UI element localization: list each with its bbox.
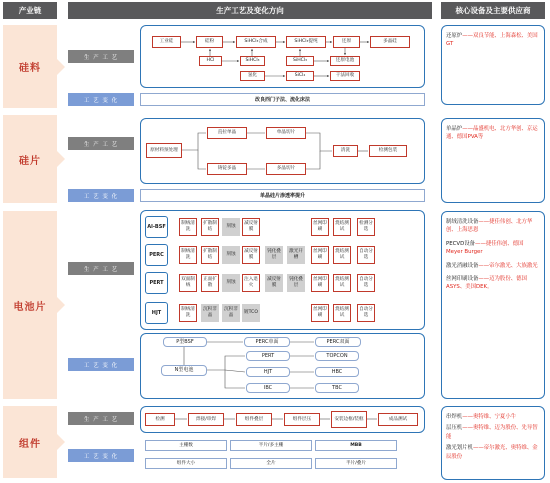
node-hcl: HCl — [199, 56, 222, 66]
category-module: 组件 — [3, 406, 57, 478]
label-change-cell: 工 艺 变 化 — [68, 358, 134, 371]
cell-step-3-1: 沉积非晶 — [201, 304, 219, 322]
label-change-wafer: 工 艺 变 化 — [68, 189, 134, 202]
node-reduction-cell: 还原电池 — [330, 56, 360, 66]
label-production-module: 生 产 工 艺 — [68, 412, 134, 425]
cell-step-2-4: 减反射膜 — [265, 274, 283, 292]
module-change-1-name: 组件大小 — [145, 458, 227, 469]
node-cast-multi: 铸锭多晶 — [207, 163, 247, 175]
cell-step-1-5: 激光开槽 — [287, 246, 305, 264]
cell-step-1-7: 烧结测试 — [333, 246, 351, 264]
label-production-silicon: 生 产 工 艺 — [68, 50, 134, 63]
node-reduction: 还原 — [333, 36, 360, 48]
header-suppliers: 核心设备及主要供应商 — [441, 2, 545, 19]
cell-step-1-0: 制绒清洗 — [179, 246, 197, 264]
module-change-0-name: 主栅数 — [145, 440, 227, 451]
node-dry-recovery: 干法回收 — [330, 71, 360, 81]
node-ibc: IBC — [246, 383, 290, 393]
supplier-cell-2: 激光消融设备——帝尔激光、大族激光 — [446, 262, 538, 269]
node-polysilicon: 多晶硅 — [370, 36, 410, 48]
node-module-laminate: 组件层压 — [284, 413, 320, 426]
cell-step-1-3: 减反射膜 — [242, 246, 260, 264]
supplier-cell-1: PECVD设备——捷佳伟创、德国Meyer Burger — [446, 240, 524, 256]
supplier-cell-0: 制绒清洗设备——捷佳伟创、北方华创、上海思恩 — [446, 219, 533, 234]
node-czochralski: 直拉单晶 — [207, 127, 247, 139]
cell-step-2-8: 自动分选 — [357, 274, 375, 292]
category-wafer: 硅片 — [3, 115, 57, 203]
silicon-process-panel — [140, 25, 425, 88]
node-hbc: HBC — [315, 367, 359, 377]
node-p-bsf: P型BSF — [163, 337, 207, 347]
cell-step-3-7: 烧结测试 — [333, 304, 351, 322]
node-inspect-pack: 检测包装 — [369, 145, 407, 157]
node-n-type: N型电池 — [161, 365, 207, 376]
suppliers-module-panel — [441, 406, 545, 480]
cell-step-3-2: 沉积非晶 — [222, 304, 240, 322]
cell-step-1-4: 钝化叠层 — [265, 246, 283, 264]
node-sihcl3-synthesis: SiHCl₃合成 — [236, 36, 276, 48]
cell-step-0-8: 检测分选 — [357, 218, 375, 236]
node-module-frame: 安装边框/装框 — [331, 411, 367, 428]
cell-step-0-0: 制绒清洗 — [179, 218, 197, 236]
node-topcon: TOPCON — [315, 351, 359, 361]
label-change-module: 工 艺 变 化 — [68, 449, 134, 462]
node-module-inspect: 检测 — [145, 413, 175, 426]
node-sihcl3-a: SiHCl₃ — [240, 56, 265, 66]
node-sicl4: SiCl₄ — [286, 71, 314, 81]
node-tbc: TBC — [315, 383, 359, 393]
supplier-cell-3: 丝网印刷设备——迈为股份、德国ASYS、美国DEK。 — [446, 275, 527, 291]
module-change-0-from: 半片/多主栅 — [230, 440, 312, 451]
cell-step-0-2: 刻蚀 — [222, 218, 240, 236]
supplier-silicon-0: 还原炉——双良节能、上海森松、美国GT — [446, 33, 538, 48]
node-perc-double: PERC双面 — [315, 337, 361, 347]
suppliers-cell-panel — [441, 211, 545, 399]
label-change-silicon: 工 艺 变 化 — [68, 93, 134, 106]
cell-step-0-6: 丝网印刷 — [311, 218, 329, 236]
supplier-wafer-0: 单晶炉——晶盛机电、北方华创、京运通、德国PVA等 — [446, 126, 538, 141]
header-process: 生产工艺及变化方向 — [68, 2, 432, 19]
node-module-test: 成品测试 — [378, 413, 418, 426]
module-change-0-to: MBB — [315, 440, 397, 451]
cell-type-2: PERT — [145, 272, 168, 294]
wafer-change-bar: 单晶硅片渗透率提升 — [140, 189, 425, 202]
node-module-stack: 组件叠层 — [236, 413, 272, 426]
cell-step-1-1: 扩散制结 — [201, 246, 219, 264]
category-cell: 电池片 — [3, 211, 57, 399]
cell-step-3-6: 丝网印刷 — [311, 304, 329, 322]
cell-step-2-0: 双面制绒 — [179, 274, 197, 292]
module-change-1-from: 全片 — [230, 458, 312, 469]
label-production-cell: 生 产 工 艺 — [68, 262, 134, 275]
cell-step-1-2: 刻蚀 — [222, 246, 240, 264]
supplier-module-1: 层压机——奥特维、迈为股份、先导智能 — [446, 425, 538, 440]
node-sihcl3-purify: SiHCl₃提纯 — [286, 36, 326, 48]
cell-step-3-8: 自动分选 — [357, 304, 375, 322]
node-module-solder: 焊接/串焊 — [188, 413, 224, 426]
cell-step-1-6: 丝网印刷 — [311, 246, 329, 264]
category-silicon: 硅料 — [3, 25, 57, 108]
node-cleaning: 清洗 — [333, 145, 358, 157]
node-silicon-powder: 硅粉 — [196, 36, 223, 48]
cell-step-2-6: 丝网印刷 — [311, 274, 329, 292]
cell-step-0-7: 烧结测试 — [333, 218, 351, 236]
node-multi-slicing: 多晶切片 — [266, 163, 306, 175]
silicon-change-bar: 改良西门子法、流化床法 — [140, 93, 425, 106]
cell-type-3: HJT — [145, 302, 168, 324]
node-hydrogenation: 氢化 — [240, 71, 265, 81]
node-pert: PERT — [246, 351, 290, 361]
node-mono-slicing: 单晶切片 — [266, 127, 306, 139]
label-production-wafer: 生 产 工 艺 — [68, 137, 134, 150]
module-change-1-to: 半片/叠片 — [315, 458, 397, 469]
cell-step-2-2: 刻蚀 — [222, 274, 240, 292]
node-raw-pretreat: 原材料预处理 — [146, 143, 182, 158]
node-perc-single: PERC单面 — [244, 337, 290, 347]
supplier-module-2: 激光划片机——帝尔激光、奥特维、金辰股份 — [446, 445, 538, 460]
node-silicon-industrial: 工业硅 — [152, 36, 181, 48]
cell-step-0-3: 减反射膜 — [242, 218, 260, 236]
cell-step-2-5: 钝化叠层 — [287, 274, 305, 292]
supplier-module-0: 串焊机——奥特维、宁夏小牛 — [446, 414, 517, 420]
node-sihcl3-b: SiHCl₃ — [286, 56, 314, 66]
cell-step-0-1: 扩散制结 — [201, 218, 219, 236]
cell-step-2-3: 注入退火 — [242, 274, 260, 292]
suppliers-wafer-panel — [441, 118, 545, 203]
cell-step-2-7: 烧结测试 — [333, 274, 351, 292]
suppliers-silicon-panel — [441, 25, 545, 105]
cell-step-2-1: 正面扩散 — [201, 274, 219, 292]
cell-type-0: Al-BSF — [145, 216, 168, 238]
cell-step-3-3: 镀TCO — [242, 304, 260, 322]
cell-step-1-8: 自动分选 — [357, 246, 375, 264]
node-hjt: HJT — [246, 367, 290, 377]
header-chain: 产业链 — [3, 2, 57, 19]
cell-step-3-0: 制绒清洗 — [179, 304, 197, 322]
cell-type-1: PERC — [145, 244, 168, 266]
